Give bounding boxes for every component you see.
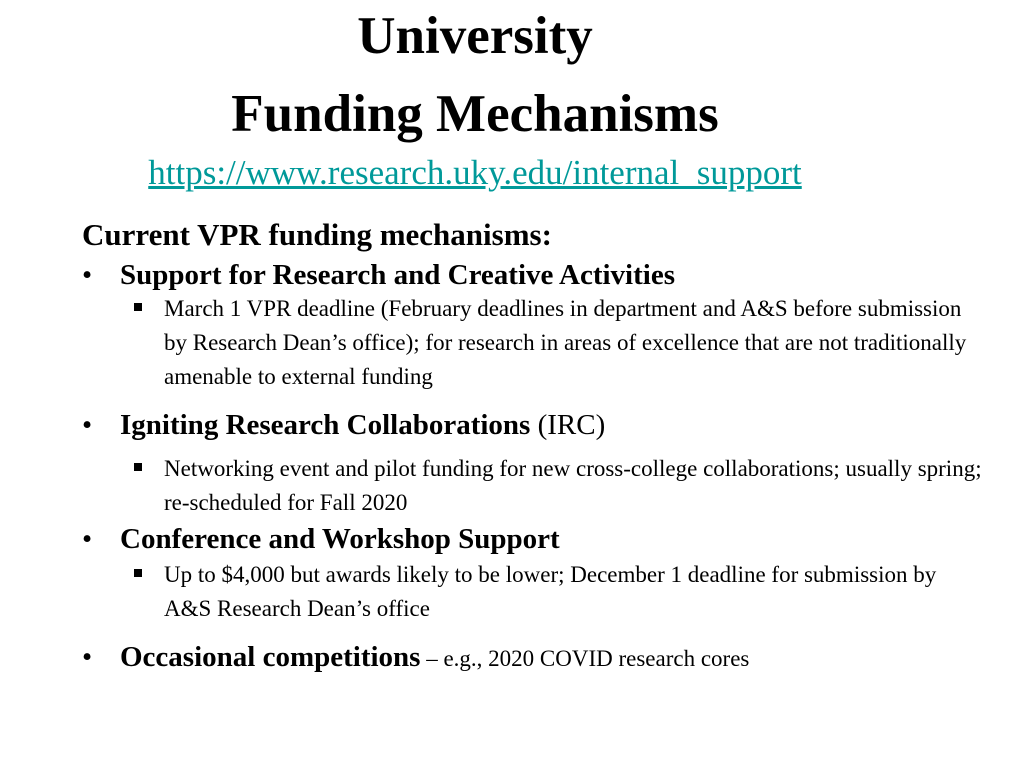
bullet-title: Conference and Workshop Support xyxy=(120,523,560,555)
bullet-suffix: – e.g., 2020 COVID research cores xyxy=(420,646,750,671)
bullet-item xyxy=(82,640,982,676)
square-bullet-icon xyxy=(134,463,142,471)
sub-bullet-item xyxy=(82,292,982,394)
sub-bullet-item xyxy=(82,452,982,520)
bullet-item xyxy=(82,522,982,556)
bullet-icon: • xyxy=(82,641,93,673)
square-bullet-icon xyxy=(134,569,142,577)
sub-bullet-text: Networking event and pilot funding for new cross-college collaborations; usually spring; re-scheduled for Fall 2020 xyxy=(164,456,982,515)
slide-content xyxy=(82,216,982,676)
bullet-item xyxy=(82,258,982,292)
bullet-title: Igniting Research Collaborations xyxy=(120,409,531,441)
title-line-1: University xyxy=(357,7,593,65)
sub-bullet-item xyxy=(82,558,982,626)
title-line-2: Funding Mechanisms xyxy=(231,85,719,143)
bullet-icon: • xyxy=(82,523,93,555)
bullet-title: Occasional competitions xyxy=(120,641,421,673)
sub-bullet-text: March 1 VPR deadline (February deadlines in department and A&S before submission by Research Dean’s office); for research in areas of excellence that are not traditionally amenable to external funding xyxy=(164,296,967,389)
bullet-icon: • xyxy=(82,409,93,441)
bullet-suffix: (IRC) xyxy=(530,409,606,441)
section-heading: Current VPR funding mechanisms: xyxy=(82,217,552,252)
bullet-item xyxy=(82,408,982,442)
sub-bullet-text: Up to $4,000 but awards likely to be lower; December 1 deadline for submission by A&S Research Dean’s office xyxy=(164,562,937,621)
square-bullet-icon xyxy=(134,303,142,311)
bullet-icon: • xyxy=(82,259,93,291)
bullet-title: Support for Research and Creative Activities xyxy=(120,259,675,291)
internal-support-link[interactable]: https://www.research.uky.edu/internal_support xyxy=(148,153,802,192)
